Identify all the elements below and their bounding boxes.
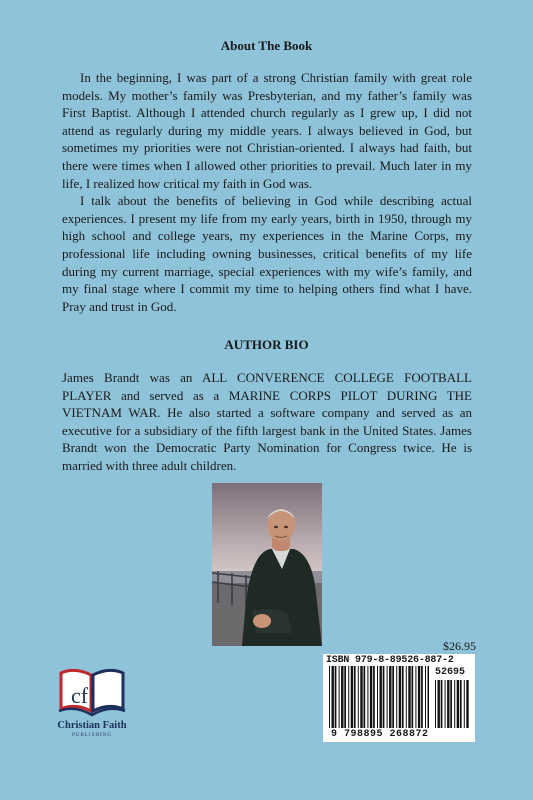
isbn-label: ISBN 979-8-89526-887-2 <box>326 655 454 666</box>
publisher-logo-icon <box>57 665 127 717</box>
bio-text <box>62 369 472 475</box>
price: $26.95 <box>443 639 476 653</box>
price-barcode <box>435 680 469 728</box>
price-code: 52695 <box>435 667 466 678</box>
about-paragraph-1: In the beginning, I was part of a strong Christian family with great role models. My mother’s family was Presbyterian, and my father’s family was First Baptist. Although I attended church regularly as I grew up, I did not attend as regularly during my middle years. I always believed in God, but sometimes my priorities were not Christian-oriented. I always had faith, but there were times when I allowed other priorities to prevail. Much later in my life, I realized how critical my faith in God was. <box>62 70 472 191</box>
about-paragraph-2: I talk about the benefits of believing in God while describing actual experiences. I present my life from my early years, birth in 1950, through my high school and college years, my experiences in the Marine Corps, my professional life including owning businesses, critical benefits of my life during my current marriage, special experiences with my wife’s family, and my final stage where I commit my time to helping others find what I have. Pray and trust in God. <box>62 193 472 314</box>
bio-paragraph: James Brandt was an ALL CONVERENCE COLLEGE FOOTBALL PLAYER and served as a MARINE CORPS PILOT DURING THE VIETNAM WAR. He also started a software company and served as an executive for a subsidiary of the fifth largest bank in the United States. James Brandt won the Democratic Party Nomination for Congress twice. He is married with three adult children. <box>62 370 472 473</box>
about-text <box>62 69 472 315</box>
ean-barcode <box>329 666 429 728</box>
isbn-barcode <box>323 654 475 742</box>
bio-heading: AUTHOR BIO <box>224 337 309 352</box>
publisher-name: Christian Faith <box>57 720 127 731</box>
barcode-digits: 9 798895 268872 <box>331 729 429 740</box>
author-photo <box>212 483 322 646</box>
logo-letters: cf <box>71 683 89 708</box>
about-heading: About The Book <box>220 38 313 53</box>
publisher-subtitle: PUBLISHING <box>72 733 112 738</box>
